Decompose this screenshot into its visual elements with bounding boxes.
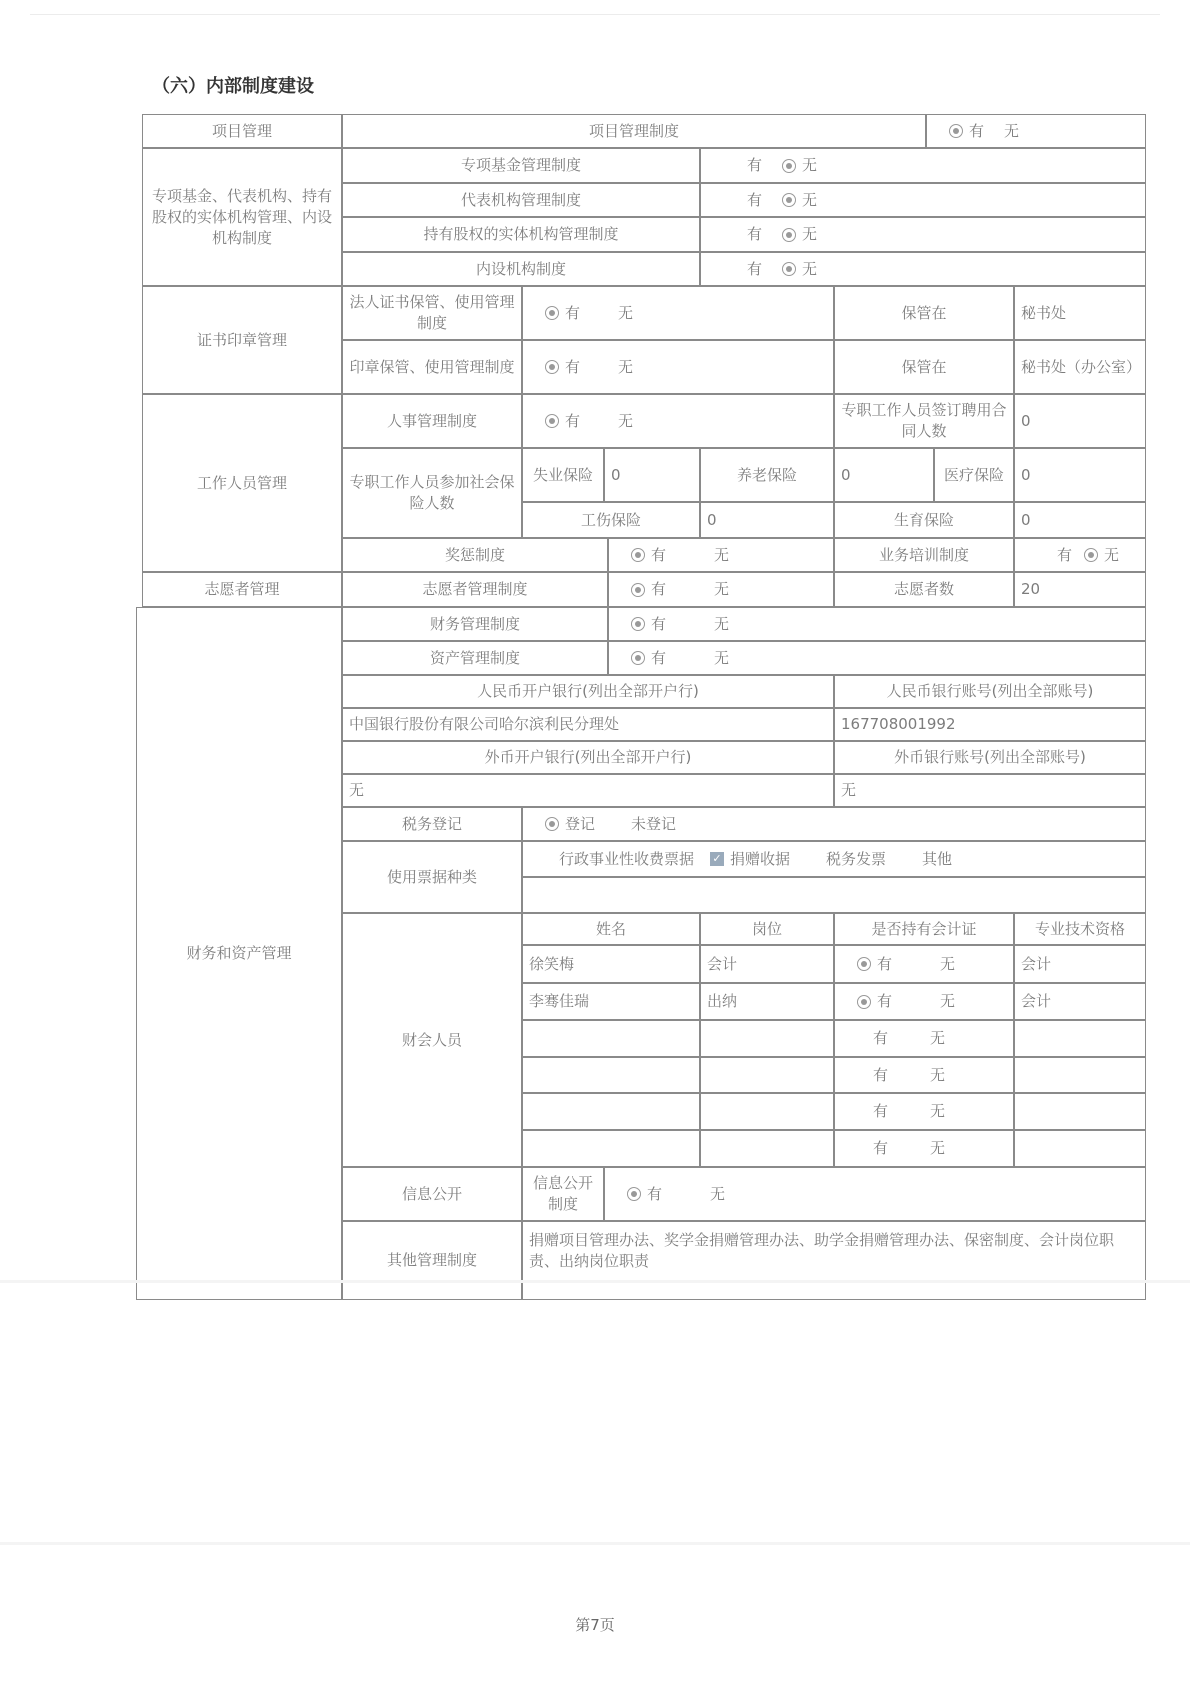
reward-policy-label: 奖惩制度: [342, 538, 608, 572]
special-fund-label: 专项基金、代表机构、持有股权的实体机构管理、内设机构制度: [142, 148, 342, 286]
header-position: 岗位: [700, 913, 834, 945]
maternity-label: 生育保险: [834, 502, 1014, 538]
special-fund-item-4: 内设机构制度: [342, 252, 700, 286]
project-mgmt-item: 项目管理制度: [342, 114, 926, 148]
rmb-account-header: 人民币银行账号(列出全部账号): [834, 675, 1146, 708]
empty-cell: [1014, 1057, 1146, 1093]
ticket-types[interactable]: [522, 841, 1146, 877]
fx-account-header: 外币银行账号(列出全部账号): [834, 741, 1146, 774]
empty-cert-radio[interactable]: 有 无: [834, 1057, 1014, 1093]
ticket-type-tax-invoice[interactable]: 税务发票: [826, 849, 887, 868]
seal-location: 秘书处（办公室）: [1014, 340, 1146, 394]
fx-account: 无: [834, 774, 1146, 807]
disclosure-item: 信息公开制度: [522, 1167, 604, 1221]
cert-policy-radio[interactable]: 有 无: [522, 286, 834, 340]
radio-selected-icon: [631, 617, 645, 631]
medical-count: 0: [1014, 448, 1146, 502]
empty-cell: [700, 1020, 834, 1057]
contract-count: 0: [1014, 394, 1146, 448]
disclosure-radio[interactable]: 有 无: [604, 1167, 1146, 1221]
ticket-type-admin-fee[interactable]: 行政事业性收费票据: [559, 849, 695, 868]
header-name: 姓名: [522, 913, 700, 945]
medical-label: 医疗保险: [934, 448, 1014, 502]
cert-kept-label: 保管在: [834, 286, 1014, 340]
special-fund-radio-3[interactable]: 有 无: [700, 217, 1146, 252]
ticket-type-other[interactable]: 其他: [922, 849, 953, 868]
seal-kept-label: 保管在: [834, 340, 1014, 394]
insurance-label: 专职工作人员参加社会保险人数: [342, 448, 522, 538]
empty-cell: [1014, 1020, 1146, 1057]
finance-policy-label: 财务管理制度: [342, 607, 608, 641]
injury-label: 工伤保险: [522, 502, 700, 538]
ticket-label: 使用票据种类: [342, 841, 522, 913]
staff-cert-radio[interactable]: 有 无: [834, 983, 1014, 1020]
project-mgmt-radio[interactable]: 有 无: [926, 114, 1146, 148]
special-fund-item-1: 专项基金管理制度: [342, 148, 700, 183]
rmb-bank-header: 人民币开户银行(列出全部开户行): [342, 675, 834, 708]
cert-location: 秘书处: [1014, 286, 1146, 340]
top-rule: [30, 14, 1160, 15]
ticket-type-donation: 捐赠收据: [730, 849, 791, 868]
scan-band: [0, 1280, 1190, 1283]
empty-cell: [522, 1020, 700, 1057]
radio-selected-icon: [627, 1187, 641, 1201]
pension-label: 养老保险: [700, 448, 834, 502]
finance-policy-radio[interactable]: 有 无: [608, 607, 1146, 641]
seal-policy-radio[interactable]: 有 无: [522, 340, 834, 394]
radio-selected-icon: [782, 159, 796, 173]
special-fund-radio-1[interactable]: 有 无: [700, 148, 1146, 183]
radio-selected-icon: [782, 193, 796, 207]
empty-cell: [1014, 1130, 1146, 1167]
section-title: （六）内部制度建设: [152, 76, 314, 97]
staff-position: 会计: [700, 945, 834, 983]
unemployment-count: 0: [604, 448, 700, 502]
radio-selected-icon: [545, 306, 559, 320]
radio-selected-icon: [545, 360, 559, 374]
empty-cell: [522, 1057, 700, 1093]
rmb-account: 167708001992: [834, 708, 1146, 741]
radio-selected-icon: [545, 414, 559, 428]
radio-selected-icon: [857, 957, 871, 971]
asset-policy-label: 资产管理制度: [342, 641, 608, 675]
radio-selected-icon: [782, 228, 796, 242]
page-number: 第7页: [575, 1616, 615, 1634]
empty-cert-radio[interactable]: 有 无: [834, 1130, 1014, 1167]
staff-qualification: 会计: [1014, 945, 1146, 983]
seal-policy-label: 印章保管、使用管理制度: [342, 340, 522, 394]
header-qualification: 专业技术资格: [1014, 913, 1146, 945]
fx-bank: 无: [342, 774, 834, 807]
radio-selected-icon: [631, 651, 645, 665]
staff-name: 徐笑梅: [522, 945, 700, 983]
empty-cell: [522, 1093, 700, 1130]
reward-policy-radio[interactable]: 有 无: [608, 538, 834, 572]
special-fund-radio-2[interactable]: 有 无: [700, 183, 1146, 217]
project-mgmt-row: [0, 114, 1190, 148]
staff-name: 李骞佳瑞: [522, 983, 700, 1020]
radio-selected-icon: [631, 548, 645, 562]
seal-mgmt-label: 证书印章管理: [142, 286, 342, 394]
training-policy-radio[interactable]: 有 无: [1014, 538, 1146, 572]
checkbox-checked-icon[interactable]: ✓: [710, 852, 724, 866]
finance-label: 财务和资产管理: [136, 607, 342, 1300]
unemployment-label: 失业保险: [522, 448, 604, 502]
volunteer-policy-label: 志愿者管理制度: [342, 572, 608, 607]
disclosure-label: 信息公开: [342, 1167, 522, 1221]
scan-band: [0, 1542, 1190, 1545]
rmb-bank: 中国银行股份有限公司哈尔滨利民分理处: [342, 708, 834, 741]
radio-selected-icon: [545, 817, 559, 831]
staff-qualification: 会计: [1014, 983, 1146, 1020]
empty-cert-radio[interactable]: 有 无: [834, 1093, 1014, 1130]
header-cert: 是否持有会计证: [834, 913, 1014, 945]
other-policy-label: 其他管理制度: [342, 1221, 522, 1300]
injury-count: 0: [700, 502, 834, 538]
contract-count-label: 专职工作人员签订聘用合同人数: [834, 394, 1014, 448]
volunteer-policy-radio[interactable]: 有 无: [608, 572, 834, 607]
staff-position: 出纳: [700, 983, 834, 1020]
special-fund-item-2: 代表机构管理制度: [342, 183, 700, 217]
tax-label: 税务登记: [342, 807, 522, 841]
ticket-blank: [522, 877, 1146, 913]
volunteer-count: 20: [1014, 572, 1146, 607]
empty-cell: [700, 1057, 834, 1093]
other-policy-text: 捐赠项目管理办法、奖学金捐赠管理办法、助学金捐赠管理办法、保密制度、会计岗位职责、出纳岗位职责: [522, 1221, 1146, 1300]
empty-cert-radio[interactable]: 有 无: [834, 1020, 1014, 1057]
pension-count: 0: [834, 448, 934, 502]
empty-cell: [522, 1130, 700, 1167]
radio-selected-icon: [631, 583, 645, 597]
hr-policy-label: 人事管理制度: [342, 394, 522, 448]
hr-policy-radio[interactable]: 有 无: [522, 394, 834, 448]
fx-bank-header: 外币开户银行(列出全部开户行): [342, 741, 834, 774]
volunteer-count-label: 志愿者数: [834, 572, 1014, 607]
tax-radio[interactable]: 登记 未登记: [522, 807, 1146, 841]
radio-selected-icon: [1084, 548, 1098, 562]
special-fund-item-3: 持有股权的实体机构管理制度: [342, 217, 700, 252]
radio-selected-icon: [857, 995, 871, 1009]
training-policy-label: 业务培训制度: [834, 538, 1014, 572]
radio-selected-icon: [782, 262, 796, 276]
cert-policy-label: 法人证书保管、使用管理制度: [342, 286, 522, 340]
empty-cell: [700, 1130, 834, 1167]
staff-mgmt-label: 工作人员管理: [142, 394, 342, 572]
accountant-label: 财会人员: [342, 913, 522, 1167]
maternity-count: 0: [1014, 502, 1146, 538]
special-fund-radio-4[interactable]: 有 无: [700, 252, 1146, 286]
radio-selected-icon: [949, 124, 963, 138]
empty-cell: [1014, 1093, 1146, 1130]
project-mgmt-label: 项目管理: [142, 114, 342, 148]
empty-cell: [700, 1093, 834, 1130]
staff-cert-radio[interactable]: 有 无: [834, 945, 1014, 983]
asset-policy-radio[interactable]: 有 无: [608, 641, 1146, 675]
volunteer-label: 志愿者管理: [142, 572, 342, 607]
